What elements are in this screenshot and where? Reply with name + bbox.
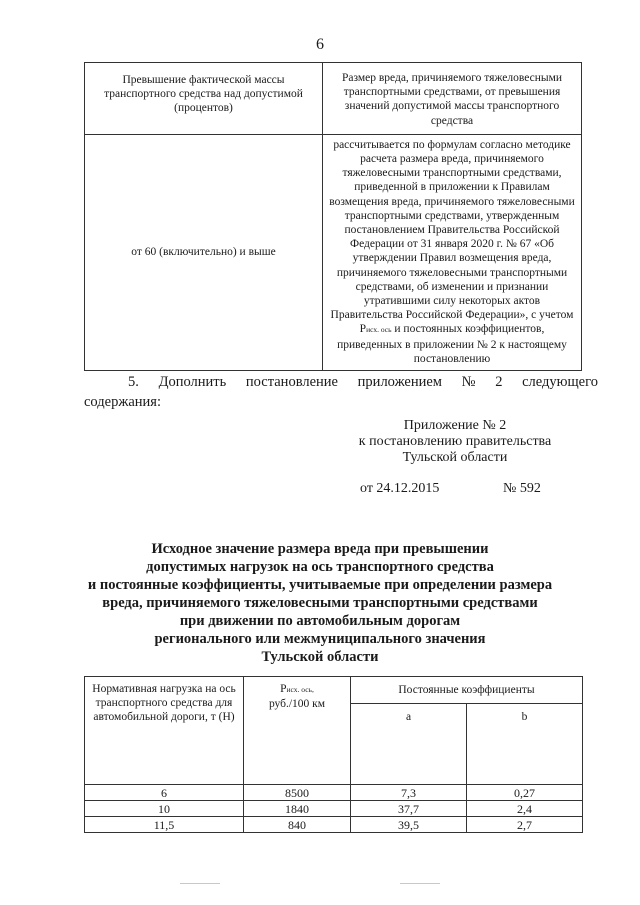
amendment-paragraph	[84, 372, 598, 412]
header-p-axis: Рисх. ось, руб./100 км	[244, 677, 351, 785]
appendix-number: № 592	[503, 481, 541, 496]
table-row: 6 8500 7,3 0,27	[85, 785, 583, 801]
table-row: 11,5 840 39,5 2,7	[85, 817, 583, 833]
harm-table	[84, 62, 582, 371]
table-header-row	[85, 677, 583, 704]
section-title: Исходное значение размера вреда при превышении допустимых нагрузок на ось транспортного средства и постоянные коэффициенты, учитываемые при определении размера вреда, причиняемого тяжеловесными транспортными средствами при движении по автомобильным дорогам регионального или межмуниципального значения Тульской области	[87, 541, 553, 665]
p-axis-subscript: исх. ось	[366, 325, 392, 335]
table-header-row	[85, 63, 582, 135]
scan-artifact	[400, 883, 440, 884]
table-row: 10 1840 37,7 2,4	[85, 801, 583, 817]
appendix-date: от 24.12.2015	[360, 481, 440, 496]
header-axle-load: Нормативная нагрузка на ось транспортного средства для автомобильной дороги, т (Н)	[85, 677, 244, 785]
page-number: 6	[316, 36, 324, 53]
appendix-heading: Приложение № 2 к постановлению правительства Тульской области	[358, 418, 552, 465]
p-axis-symbol: Р	[359, 323, 367, 336]
header-coef-a: a	[351, 704, 467, 785]
header-coef-b: b	[466, 704, 582, 785]
header-excess-mass: Превышение фактической массы транспортного средства над допустимой (процентов)	[85, 63, 323, 135]
harm-description-text: рассчитывается по формулам согласно методике расчета размера вреда, причиняемого тяжеловесными транспортными средствами, приведенной в приложении к Правилам возмещения вреда, причиняемого тяжеловесными транспортными средствами, утвержденным постановлением Правительства Российской Федерации от 31 января 2020 г. № 67 «Об утверждении Правил возмещения вреда, причиняемого тяжеловесными транспортными средствами, об изменении и признании утратившими силу некоторых актов Правительства Российской Федерации», с учетом	[329, 138, 575, 322]
coefficients-table	[84, 676, 583, 833]
header-harm-size: Размер вреда, причиняемого тяжеловесными транспортными средствами, от превышения значений допустимой массы транспортного средства	[323, 63, 582, 135]
paragraph-line-2: содержания:	[84, 394, 162, 410]
harm-description-tail: и постоянных коэффициентов, приведенных в приложении № 2 к настоящему постановлению	[337, 323, 567, 365]
table-row	[85, 134, 582, 370]
paragraph-line-1: 5. Дополнить постановление приложением № 2 следующего	[128, 374, 598, 390]
scan-artifact	[180, 883, 220, 884]
cell-harm-description	[323, 134, 582, 370]
cell-excess-range: от 60 (включительно) и выше	[85, 134, 323, 370]
header-constants: Постоянные коэффициенты	[351, 677, 583, 704]
